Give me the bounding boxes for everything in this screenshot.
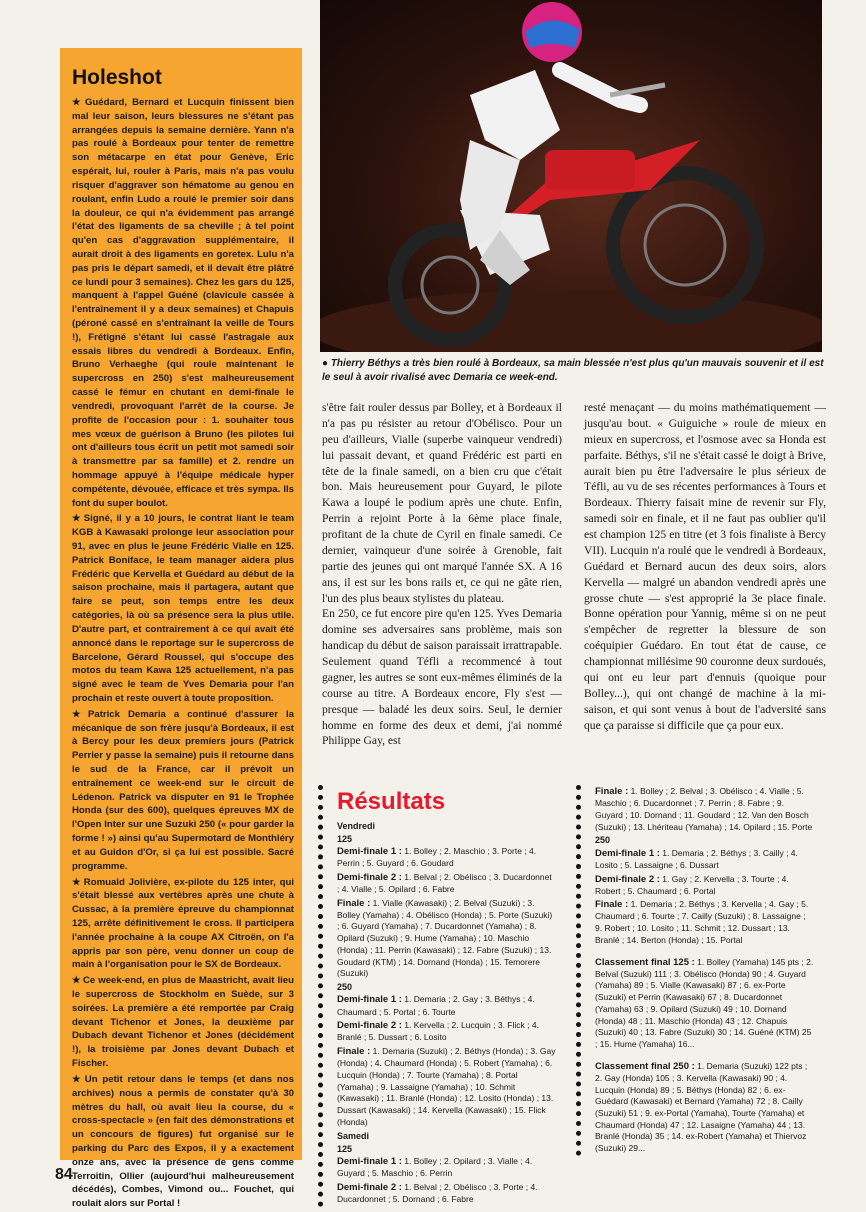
- results-entry-label: Demi-finale 2 :: [595, 873, 660, 885]
- article-column-right: [584, 400, 826, 733]
- results-title: Résultats: [337, 788, 446, 815]
- results-entry: [337, 1155, 556, 1180]
- results-entry: [595, 956, 814, 1051]
- results-entry-text: 1. Demaria (Suzuki) 122 pts ; 2. Gay (Honda) 105 ; 3. Kervella (Kawasaki) 90 ; 4. Lucquin (Honda) 89 ; 5. Béthys (Honda) 82 ; 6. ex-Guédard (Kawasaki) et Bernard (Yamaha) 72 ; 8. Cailly (Suzuki) 51 ; 9. ex-Portal (Yamaha), Tourte (Yamaha) et Chaumard (Honda) 47 ; 12. Lasaigne (Yamaha) 44 ; 13. Branlé (Honda) 35 ; 14. ex-Robert (Yamaha) et Thiervoz (Suzuki) 29...: [595, 1060, 808, 1154]
- results-entry: [595, 873, 814, 898]
- results-entry-label: Demi-finale 1 :: [595, 847, 660, 859]
- results-spacer: [595, 1052, 814, 1060]
- results-entry-text: 1. Bolley ; 2. Opilard ; 3. Vialle ; 4. Guyard ; 5. Maschio ; 6. Perrin: [337, 1156, 533, 1179]
- rider-illustration: [320, 0, 822, 352]
- results-day-heading: Vendredi: [337, 821, 376, 832]
- results-category-heading: 250: [337, 982, 353, 992]
- star-bullet-icon: ★: [72, 513, 82, 525]
- results-category-heading: 250: [595, 835, 611, 846]
- results-entry: [337, 845, 556, 870]
- sidebar-body: [72, 96, 294, 1211]
- results-entry-label: Finale :: [337, 897, 371, 909]
- results-entry-text: 1. Kervella ; 2. Lucquin ; 3. Flick ; 4. Branlé ; 5. Dussart ; 6. Losito: [337, 1020, 539, 1043]
- star-bullet-icon: ★: [72, 975, 81, 987]
- sidebar-paragraph: [72, 96, 294, 510]
- results-entry: [595, 785, 814, 833]
- sidebar-paragraph-text: Ce week-end, en plus de Maastricht, avait lieu le supercross de Stockholm en Suède, sur 3 soirées. La première a été remportée par Craig devant Tichenor et Jones, la deuxième par Dubach devant Tichenor et Jones (décidément !), la troisième par Jones devant Dubach et Fischer.: [72, 975, 294, 1070]
- results-entry-label: Demi-finale 2 :: [337, 1020, 402, 1032]
- star-bullet-icon: ★: [72, 708, 86, 720]
- sidebar-paragraph-text: Un petit retour dans le temps (et dans nos archives) nous a permis de constater qu'à 30 mètres du hall, où avait lieu la course, du « cross-spectacle » (en fait des démonstrations et un concours de figures) fut organisé sur le parking du Parc des Expos, il y a exactement onze ans, avec la présence de gens comme Terroitin, Ollier (aujourd'hui malheureusement décédés), Combes, Vimond ou... Fouchet, qui roulait alors sur Portal !: [72, 1073, 294, 1210]
- article-column-middle: [322, 400, 562, 749]
- results-entry-text: 1. Demaria ; 2. Béthys ; 3. Cailly ; 4. Losito ; 5. Lassaigne ; 6. Dussart: [595, 847, 798, 870]
- results-entry: [595, 847, 814, 872]
- results-entry-text: 1. Demaria ; 2. Gay ; 3. Béthys ; 4. Chaumard ; 5. Portal ; 6. Tourte: [337, 994, 535, 1017]
- results-category-heading: 125: [337, 1143, 353, 1154]
- star-bullet-icon: ★: [72, 97, 83, 108]
- results-entry-text: 1. Belval ; 2. Obélisco ; 3. Porte ; 4. Ducardonnet ; 5. Dornand ; 6. Fabre: [337, 1182, 538, 1205]
- results-entry-text: 1. Demaria ; 2. Béthys ; 3. Kervella ; 4. Gay ; 5. Chaumard ; 6. Tourte ; 7. Cailly (Suzuki) ; 8. Lassaigne ; 9. Robert ; 10. Losito ; 11. Schmit ; 12. Dussart ; 13. Branlé ; 14. Berton (Honda) ; 15. Portal: [595, 899, 809, 945]
- results-entry-text: 1. Bolley ; 2. Maschio ; 3. Porte ; 4. Perrin ; 5. Guyard ; 6. Goudard: [337, 845, 537, 869]
- results-entry-label: Demi-finale 2 :: [337, 1182, 402, 1194]
- results-day-heading: Samedi: [337, 1131, 370, 1142]
- results-entry-label: Demi-finale 1 :: [337, 845, 402, 857]
- results-section: [318, 785, 822, 1205]
- sidebar-paragraph: [72, 1073, 294, 1211]
- results-entry-label: Demi-finale 2 :: [337, 871, 402, 883]
- results-entry-text: 1. Bolley ; 2. Belval ; 3. Obélisco ; 4. Vialle ; 5. Maschio ; 6. Ducardonnet ; 7. Perrin ; 8. Fabre ; 9. Guyard ; 10. Dornand ; 11. Goudard ; 12. Van den Bosch (Suzuki) ; 13. Lhériteau (Yamaha) ; 14. Opilard ; 15. Porte: [595, 786, 813, 832]
- sidebar-title: Holeshot: [72, 66, 162, 89]
- photo-caption: ● Thierry Béthys a très bien roulé à Bordeaux, sa main blessée n'est plus qu'un mauvais souvenir et il est le seul à avoir rivalisé avec Demaria ce week-end.: [322, 358, 824, 383]
- results-entry: [595, 898, 814, 946]
- results-entry-label: Demi-finale 1 :: [337, 1156, 402, 1168]
- results-category-heading: 125: [337, 833, 353, 844]
- results-entry: [337, 993, 556, 1018]
- results-column-right: [576, 785, 814, 1156]
- article-paragraph: s'être fait rouler dessus par Bolley, et à Bordeaux il n'a pas pu résister au retour d'Obélisco. Pour un peu d'ailleurs, Vialle (superbe vainqueur vendredi) lui passait devant, et quand Frédéric est parti en tête de la finale samedi, on a bien cru que c'était bon. Mais heureusement pour Guyard, le pilote Kawa a loupé le podium après une chute. Enfin, Perrin a rejoint Porte à la 6ème place finale, profitant de la chute de Cyril en finale samedi. Ce dernier, vainqueur d'une soirée à Grenoble, fait partie des jeunes qui ont marqué l'année SX. A 16 ans, il est sur les bons rails et, ce qui ne gâte rien, l'un des plus beaux stylistes du plateau.: [322, 401, 562, 605]
- results-entry-label: Finale :: [595, 786, 629, 797]
- results-entry-text: 1. Gay ; 2. Kervella ; 3. Tourte ; 4. Robert ; 5. Chaumard ; 6. Portal: [595, 873, 789, 896]
- results-entry-label: Finale :: [595, 899, 629, 911]
- results-entry-label: Classement final 250 :: [595, 1060, 695, 1072]
- article-paragraph: En 250, ce fut encore pire qu'en 125. Yves Demaria domine ses adversaires sans problème, mais son handicap du début de saison paraissait irrattrapable. Seulement quand Téfli a recommencé à tout gagner, les autres se sont eux-mêmes éliminés de la course au titre. A Bordeaux encore, Fly s'est — presque — baladé les deux soirs. Seul, le dernier homme en forme des deux et demi, j'ai nommé Philippe Gay, est: [322, 607, 562, 748]
- motocross-photo: [320, 0, 822, 352]
- page-number: 84: [55, 1166, 73, 1183]
- sidebar-paragraph-text: Patrick Demaria a continué d'assurer la mécanique de son frère jusqu'à Bordeaux, il est à Bercy pour les deux premiers jours (Patrick Perrier y passe la semaine) puis il retourne dans le sud de la France, car il prévoit un entraînement ce week-end sur le circuit de Lédenon. Patrick va disputer en 91 le Trophée Honda (sur des 600), quelques épreuves MX de l'Open Inter sur une Suzuki 250 (« pour garder la forme ! ») ainsi qu'au Supermotard de Monthléry et au Guidon d'Or, si ça lui est possible. Sacré programme.: [72, 708, 294, 872]
- sidebar-paragraph-text: Guédard, Bernard et Lucquin finissent bien mal leur saison, leurs blessures ne s'étant pas arrangées depuis la semaine dernière. Yann n'a pas roulé à Bordeaux pour tenter de remettre son métacarpe en état pour Genève, Eric espérait, lui, rouler à Paris, mais n'a pas voulu risquer d'aggraver son hématome au genou en roulant, enfin Ludo a roulé le premier soir dans la douleur, ce qui n'a évidemment pas arrangé l'état des ligaments de sa cheville ; à tel point qu'en cas d'aggravation supplémentaire, il aurait droit à des ligaments en goretex. Lulu n'a pas pris le départ samedi, et il devait être plâtré ce lundi pour 3 semaines). Chez les gars du 125, manquent à l'appel Guéné (clavicule cassée à l'entraînement il y a deux semaines) et Chapuis (péroné cassé en s'entraînant la veille de Tours !), Frétigné s'étant lui cassé l'astragale aux essais libres du vendredi à Bordeaux. Enfin, Bruno Verhaeghe (qui roule maintenant le supercross en 250) s'est malheureusement cassé le fémur en chutant en demi-finale le vendredi, provoquant l'arrêt de la course. Je profite de l'occasion pour : 1. souhaiter tous mes vœux de guérison à Bruno (les pilotes lui ont d'ailleurs tous écrit un petit mot samedi soir à transmettre par sa famille) et 2. rendre un hommage appuyé à l'équipe médicale hyper compétente, dévouée, efficace et très sympa. Ils font du super boulot.: [72, 97, 294, 509]
- article-paragraph: resté menaçant — du moins mathématiquement — jusqu'au bout. « Guiguiche » roule de mieux en mieux en supercross, et l'osmose avec sa Honda est parfaite. Béthys, s'il ne s'était cassé le doigt à Brive, aurait bien pu être l'adversaire le plus sérieux de Téfli, au vu de ses récentes performances à Tours et Bordeaux. Thierry faisait mine de revenir sur Fly, samedi soir en finale, et il ne faut pas oublier qu'il est champion 125 en titre (et 3 fois finaliste à Bercy VII). Lucquin n'a roulé que le vendredi à Bordeaux, Guédard et Bernard aucun des deux soirs, alors Kervella — malgré un abandon vendredi après une grosse chute — s'est approprié la 3e place finale. Bonne opération pour Yannig, même si on ne peut s'empêcher de regretter la blessure de son coéquipier Guédaro. En tout état de cause, ce championnat millésime 90 couronne deux surdoués, qui ont eu leur part d'ennuis (quoique pour Bolley...), qui ont changé de machine à la mi-saison, et qui sont venus à bout de l'adversité sans que ça paraisse si difficile que ça pour eux.: [584, 401, 826, 732]
- sidebar-paragraph: [72, 876, 294, 973]
- results-entry-text: 1. Demaria (Suzuki) ; 2. Béthys (Honda) ; 3. Gay (Honda) ; 4. Chaumard (Honda) ; 5. Robert (Yamaha) ; 6. Lucquin (Honda) ; 7. Tourte (Yamaha) ; 8. Portal (Yamaha) ; 9. Lassaigne (Yamaha) ; 10. Schmit (Kawasaki) ; 11. Branlé (Honda) ; 12. Losito (Honda) ; 13. Dussart (Kawasaki) ; 14. Kervella (Kawasaki) ; 15. Flick (Honda): [337, 1046, 556, 1127]
- sidebar-paragraph: [72, 974, 294, 1071]
- sidebar-paragraph: [72, 512, 294, 705]
- results-entry-label: Finale :: [337, 1046, 371, 1058]
- sidebar-paragraph-text: Romuald Jolivière, ex-pilote du 125 inter, qui s'était blessé aux vertèbres après une chute à Cussac, à la première épreuve du championnat 125, arrête définitivement le cross. Il participera l'année prochaine à la coupe AX Citroën, on l'a appris par son père, venu donner un coup de main à l'organisation pour le SX de Bordeaux.: [72, 876, 294, 971]
- results-entry: [337, 1181, 556, 1206]
- results-spacer: [595, 948, 814, 956]
- results-entry-label: Demi-finale 1 :: [337, 994, 402, 1006]
- star-bullet-icon: ★: [72, 876, 82, 888]
- results-entry: [337, 871, 556, 896]
- results-entry-text: 1. Bolley (Yamaha) 145 pts ; 2. Belval (Suzuki) 111 ; 3. Obélisco (Honda) 90 ; 4. Guyard (Yamaha) 89 ; 5. Vialle (Kawasaki) 87 ; 6. ex-Porte (Suzuki) et Perrin (Kawasaki) 67 ; 8. Ducardonnet (Yamaha) 63 ; 9. Opilard (Suzuki) 49 ; 10. Dornand (Honda) 48 ; 11. Maschio (Honda) 43 ; 12. Chapuis (Suzuki) 40 ; 13. Fabre (Suzuki) 30 ; 14. Guéné (KTM) 25 ; 15. Hume (Yamaha) 16...: [595, 956, 814, 1050]
- results-column-left: [318, 785, 556, 1207]
- results-entry: [337, 1019, 556, 1044]
- results-entry: [337, 897, 556, 980]
- sidebar-paragraph: [72, 708, 294, 874]
- sidebar-paragraph-text: Signé, il y a 10 jours, le contrat liant le team KGB à Kawasaki prolonge leur association pour 91, avec en plus le jeune Frédéric Vialle en 125. Patrick Boniface, le team manager aidera plus Frédéric que Kervella et Guédard au début de la saison prochaine, mais il partagera, autant que faire se peut, son temps entre les deux catégories, là où sa présence sera la plus utile. D'autre part, et contrairement à ce qui avait été annoncé dans le reportage sur le supercross de Barcelone, Gérard Roussel, qui s'occupe des motos du team Kawa 125 actuellement, n'a pas signé avec le team de Yves Demaria pour l'an prochain et reste ouvert à toute proposition.: [72, 513, 294, 704]
- star-bullet-icon: ★: [72, 1073, 83, 1085]
- results-entry-text: 1. Vialle (Kawasaki) ; 2. Belval (Suzuki) ; 3. Bolley (Yamaha) ; 4. Obélisco (Honda) ; 5. Porte (Suzuki) ; 6. Guyard (Yamaha) ; 7. Ducardonnet (Yamaha) ; 8. Opilard (Suzuki) ; 9. Hume (Yamaha) ; 10. Maschio (Honda) ; 11. Perrin (Kawasaki) ; 12. Fabre (Suzuki) ; 13. Goudard (KTM) ; 14. Dornand (Honda) ; 15. Temorere (Suzuki): [337, 897, 553, 979]
- results-entry: [595, 1060, 814, 1155]
- results-entry-text: 1. Belval ; 2. Obélisco ; 3. Ducardonnet ; 4. Vialle ; 5. Opilard ; 6. Fabre: [337, 871, 552, 894]
- results-entry-label: Classement final 125 :: [595, 956, 695, 968]
- results-entry: [337, 1045, 556, 1128]
